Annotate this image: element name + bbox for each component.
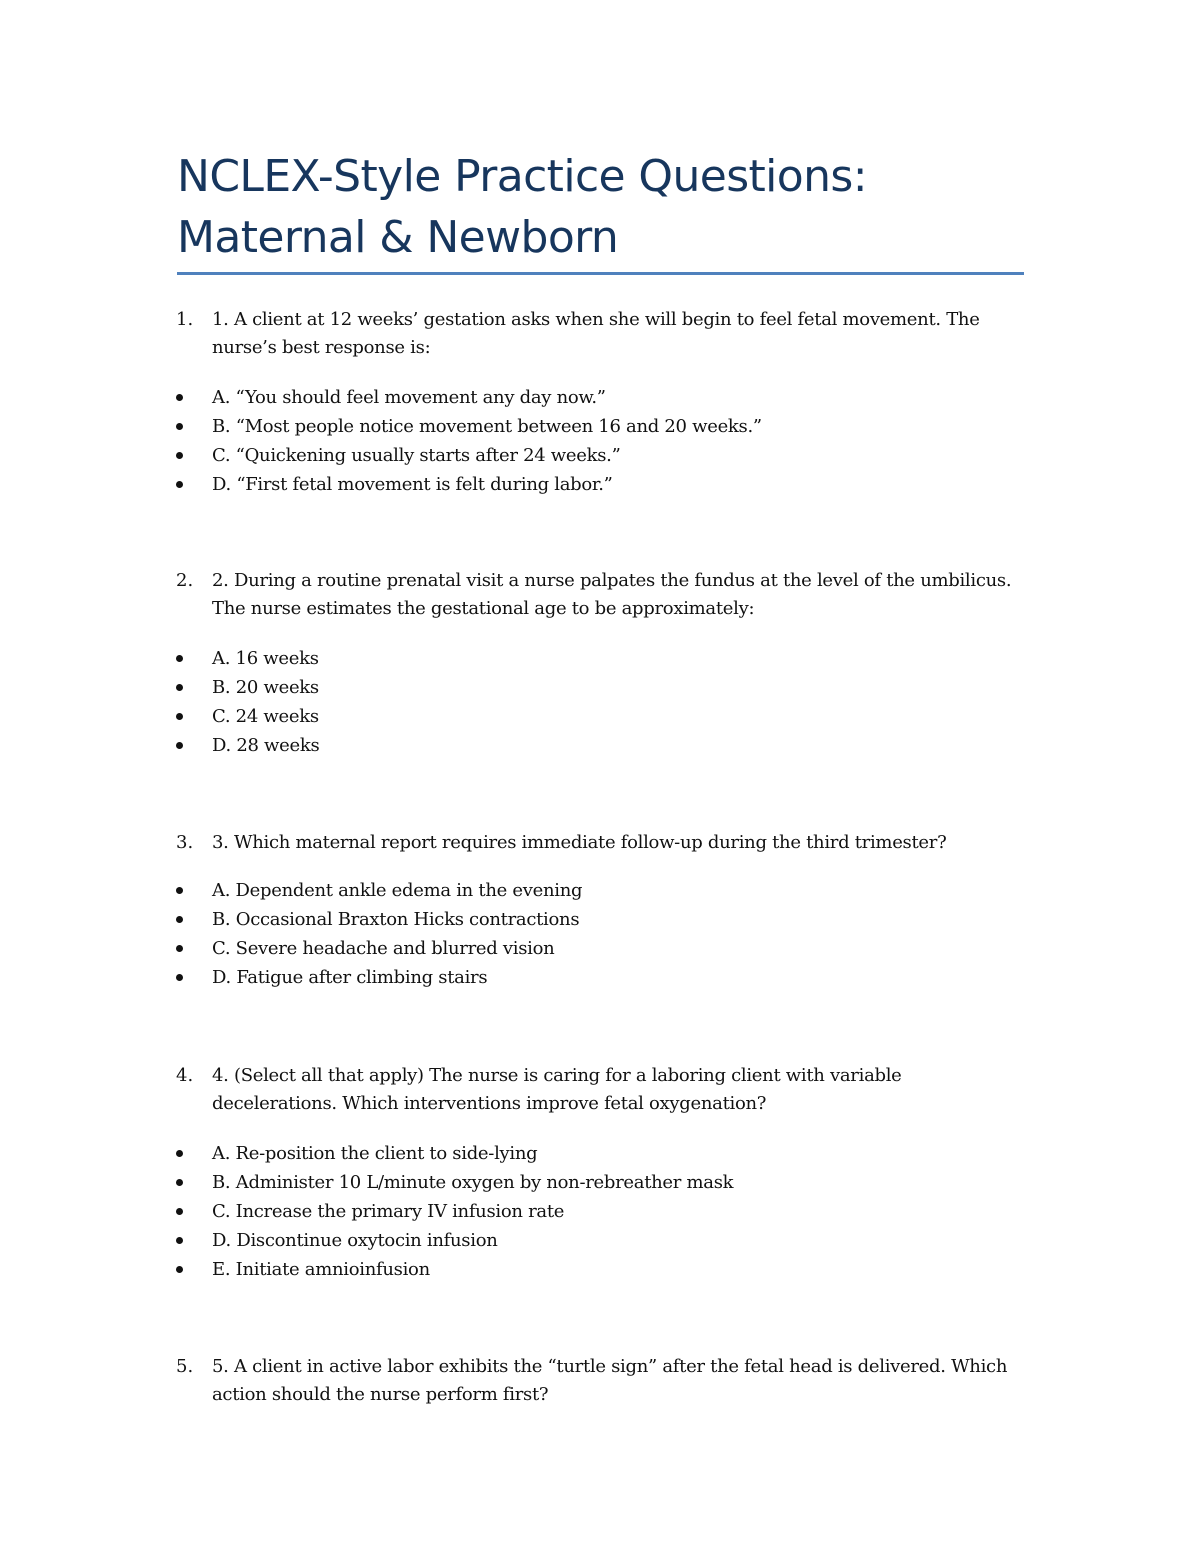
- answer-option-text: B. Occasional Braxton Hicks contractions: [212, 909, 580, 930]
- bullet-icon: [176, 742, 183, 749]
- answer-option: [0, 645, 1200, 674]
- bullet-icon: [176, 655, 183, 662]
- answer-options-2: [0, 645, 1200, 761]
- title-underline-rule: [177, 272, 1024, 275]
- answer-option: [0, 674, 1200, 703]
- bullet-icon: [176, 684, 183, 691]
- bullet-icon: [176, 394, 183, 401]
- bullet-icon: [176, 1179, 183, 1186]
- bullet-icon: [176, 1150, 183, 1157]
- bullet-icon: [176, 1208, 183, 1215]
- question-number: 5.: [176, 1356, 194, 1377]
- answer-option-text: B. Administer 10 L/minute oxygen by non-rebreather mask: [212, 1172, 734, 1193]
- question-text: 1. A client at 12 weeks’ gestation asks when she will begin to feel fetal movement. The nurse’s best response is:: [212, 309, 980, 358]
- bullet-icon: [176, 974, 183, 981]
- answer-option-text: C. Severe headache and blurred vision: [212, 938, 555, 959]
- answer-options-4: [0, 1140, 1200, 1285]
- question-text: 2. During a routine prenatal visit a nurse palpates the fundus at the level of the umbilicus. The nurse estimates the gestational age to be approximately:: [212, 570, 1012, 619]
- answer-option: [0, 384, 1200, 413]
- answer-option-text: A. Dependent ankle edema in the evening: [212, 880, 583, 901]
- answer-option: [0, 413, 1200, 442]
- answer-option: [0, 703, 1200, 732]
- answer-option-text: B. 20 weeks: [212, 677, 319, 698]
- question-text: 5. A client in active labor exhibits the “turtle sign” after the fetal head is delivered. Which action should the nurse perform first?: [212, 1356, 1008, 1405]
- bullet-icon: [176, 916, 183, 923]
- answer-option: [0, 1256, 1200, 1285]
- answer-option-text: D. Fatigue after climbing stairs: [212, 967, 488, 988]
- answer-option-text: D. “First fetal movement is felt during labor.”: [212, 474, 613, 495]
- answer-options-1: [0, 384, 1200, 500]
- answer-option: [0, 935, 1200, 964]
- answer-option-text: D. 28 weeks: [212, 735, 320, 756]
- document-title: [177, 146, 1027, 268]
- question-number: 1.: [176, 309, 194, 330]
- answer-option-text: C. 24 weeks: [212, 706, 319, 727]
- question-text: 3. Which maternal report requires immediate follow-up during the third trimester?: [212, 832, 947, 853]
- bullet-icon: [176, 1266, 183, 1273]
- answer-option-text: A. Re-position the client to side-lying: [212, 1143, 538, 1164]
- question-number: 3.: [176, 832, 194, 853]
- answer-option: [0, 471, 1200, 500]
- bullet-icon: [176, 887, 183, 894]
- bullet-icon: [176, 481, 183, 488]
- title-line-2: Maternal & Newborn: [177, 212, 619, 263]
- question-number: 2.: [176, 570, 194, 591]
- answer-option: [0, 877, 1200, 906]
- answer-option: [0, 1140, 1200, 1169]
- bullet-icon: [176, 452, 183, 459]
- answer-option-text: C. Increase the primary IV infusion rate: [212, 1201, 565, 1222]
- answer-option: [0, 1169, 1200, 1198]
- answer-option-text: B. “Most people notice movement between 16 and 20 weeks.”: [212, 416, 762, 437]
- answer-option: [0, 442, 1200, 471]
- answer-option-text: A. “You should feel movement any day now.”: [212, 387, 606, 408]
- answer-option-text: C. “Quickening usually starts after 24 weeks.”: [212, 445, 621, 466]
- question-text: 4. (Select all that apply) The nurse is caring for a laboring client with variable decelerations. Which interventions improve fetal oxygenation?: [212, 1065, 902, 1114]
- answer-option-text: E. Initiate amnioinfusion: [212, 1259, 430, 1280]
- bullet-icon: [176, 945, 183, 952]
- answer-option: [0, 1198, 1200, 1227]
- answer-option-text: A. 16 weeks: [212, 648, 319, 669]
- answer-options-3: [0, 877, 1200, 993]
- answer-option: [0, 906, 1200, 935]
- bullet-icon: [176, 713, 183, 720]
- question-number: 4.: [176, 1065, 194, 1086]
- answer-option-text: D. Discontinue oxytocin infusion: [212, 1230, 498, 1251]
- answer-option: [0, 964, 1200, 993]
- answer-option: [0, 1227, 1200, 1256]
- answer-option: [0, 732, 1200, 761]
- title-line-1: NCLEX-Style Practice Questions:: [177, 151, 867, 202]
- bullet-icon: [176, 1237, 183, 1244]
- bullet-icon: [176, 423, 183, 430]
